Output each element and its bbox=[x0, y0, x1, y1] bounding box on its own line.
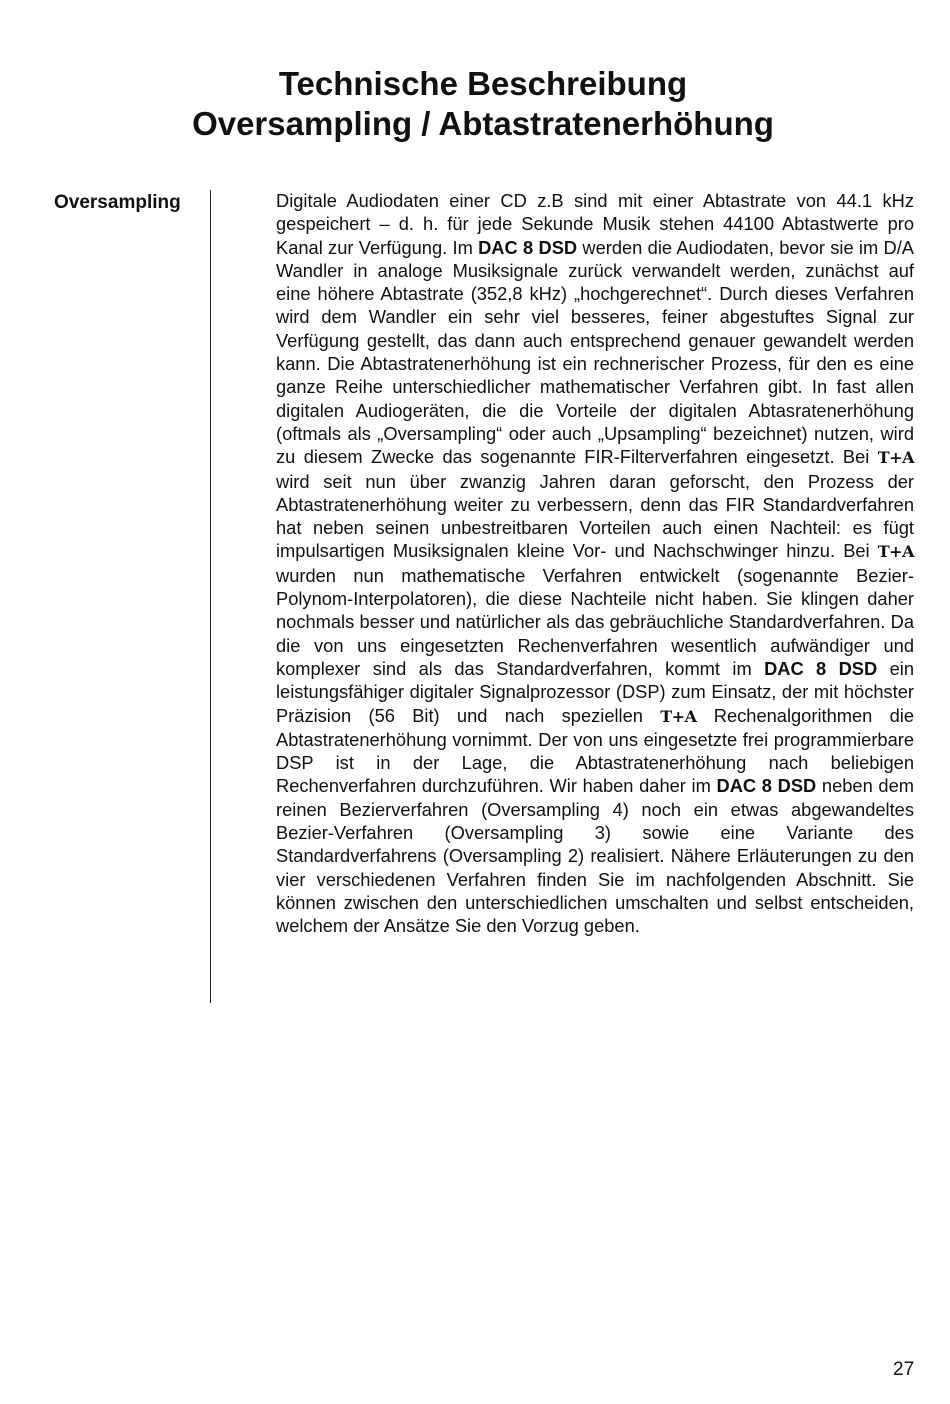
body-segment: Rechenalgorithmen die Abtastratenerhöhung vornimmt. Der von uns eingesetzte frei programmierbare DSP ist in der Lage, die Abtastratenerhöhung nach beliebigen Rechenverfahren durchzuführen. Wir haben daher im bbox=[276, 704, 915, 797]
body-segment: ein leistungsfähiger digitaler Signalprozessor (DSP) zum Einsatz, der mit höchster Präzision (56 Bit) und nach speziellen bbox=[276, 657, 915, 726]
body-segment: wird seit nun über zwanzig Jahren daran geforscht, den Prozess der Abtastratenerhöhung weiter zu verbessern, denn das FIR Standardverfahren hat neben seinen unbestreitbaren Vorteilen auch einen Nachteil: es fügt impulsartigen Musiksignalen kleine Vor- und Nachschwinger hinzu. Bei bbox=[276, 470, 914, 562]
body-segment: Digitale Audiodaten einer CD z.B sind mit einer Abtastrate von 44.1 kHz gespeichert – d. h. für jede Sekunde Musik stehen 44100 Abtastwerte pro Kanal zur Verfügung. Im bbox=[276, 190, 914, 258]
body-segment: werden die Audiodaten, bevor sie im D/A Wandler in analoge Musiksignale zurück verwandelt werden, zunächst auf eine höhere Abtastrate (352,8 kHz) „hochgerechnet“. Durch dieses Verfahren wird dem Wandler ein sehr viel besseres, feiner abgestuftes Signal zur Verfügung gestellt, das dann auch entsprechend genauer gewandelt werden kann. Die Abtastratenerhöhung ist ein rechnerischer Prozess, für den es eine ganze Reihe unterschiedlicher mathematischer Verfahren gibt. In fast allen digitalen Audiogeräten, die die Vorteile der digitalen Abtasratenerhöhung (oftmals als „Oversampling“ oder auch „Upsampling“ bezeichnet) nutzen, wird zu diesem Zwecke das sogenannte FIR-Filterverfahren eingesetzt. Bei bbox=[276, 236, 914, 468]
brand-logo: T+A bbox=[877, 448, 914, 468]
body-segment: neben dem reinen Bezierverfahren (Oversampling 4) noch ein etwas abgewandeltes Bezier-Verfahren (Oversampling 3) sowie eine Variante des Standardverfahrens (Oversampling 2) realisiert. Nähere Erläuterungen zu den vier verschiedenen Verfahren finden Sie im nachfolgenden Abschnitt. Sie können zwischen den unterschiedlichen umschalten und selbst entscheiden, welchem der Ansätze Sie den Vorzug geben. bbox=[276, 775, 914, 937]
page-number: 27 bbox=[893, 1359, 915, 1380]
brand-logo: T+A bbox=[660, 706, 697, 726]
product-name: DAC 8 DSD bbox=[478, 236, 578, 258]
title-line-2: Oversampling / Abtastratenerhöhung bbox=[192, 105, 774, 142]
brand-logo: T+A bbox=[877, 542, 914, 562]
product-name: DAC 8 DSD bbox=[764, 657, 878, 679]
product-name: DAC 8 DSD bbox=[716, 775, 817, 797]
section-label: Oversampling bbox=[54, 192, 181, 213]
body-segment: wurden nun mathematische Verfahren entwickelt (sogenannte Bezier-Polynom-Interpolatoren), die diese Nachteile nicht haben. Sie klingen daher nochmals besser und natürlicher als das gebräuchliche Standardverfahren. Da die von uns eingesetzten Rechenverfahren wesentlich aufwändiger und komplexer sind als das Standardverfahren, kommt im bbox=[276, 564, 914, 679]
page-title bbox=[0, 64, 950, 144]
title-line-1: Technische Beschreibung bbox=[278, 65, 688, 102]
section-body bbox=[276, 189, 914, 938]
vertical-divider bbox=[210, 190, 211, 1003]
